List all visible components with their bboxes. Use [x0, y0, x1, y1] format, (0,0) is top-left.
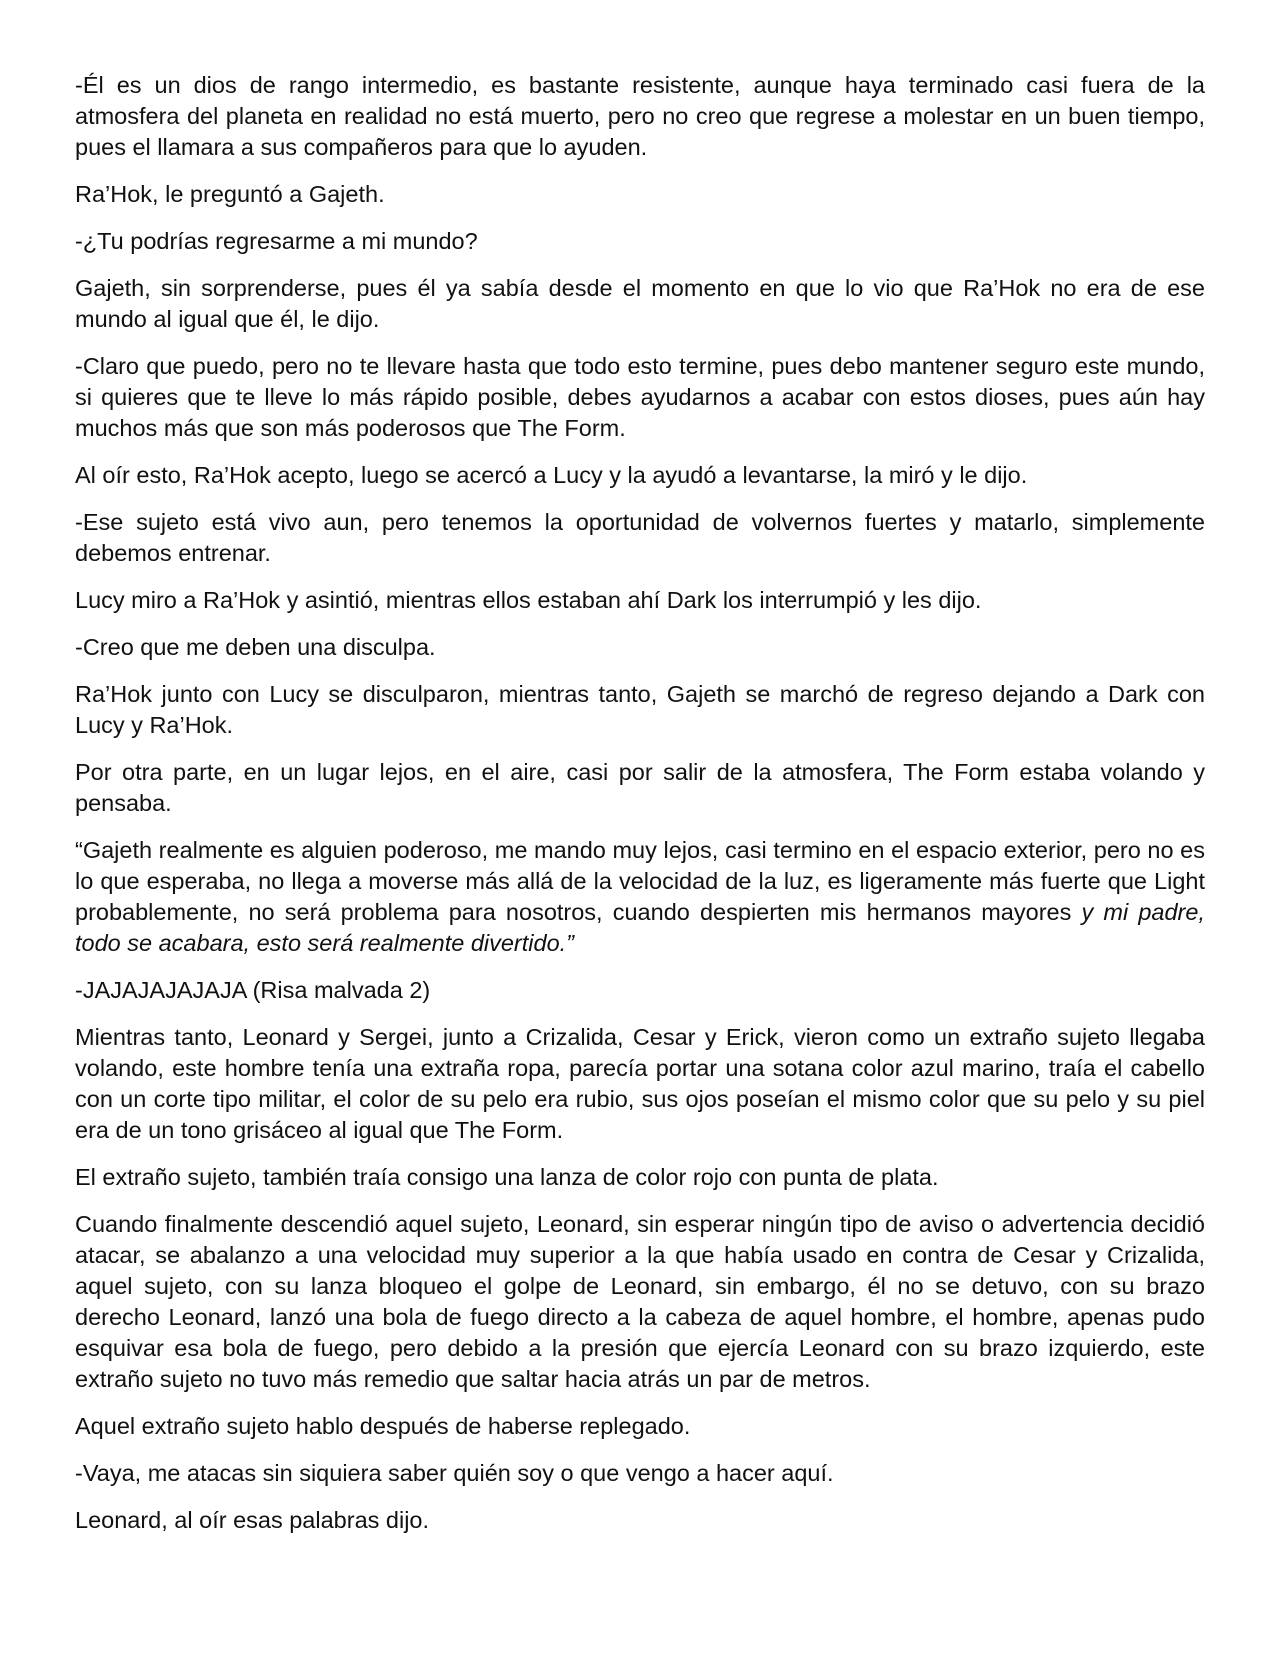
paragraph: Por otra parte, en un lugar lejos, en el aire, casi por salir de la atmosfera, The Form estaba volando y pensaba.: [75, 759, 1205, 816]
quote-italic-text: y mi padre, todo se acabara, esto será realmente divertido.”: [75, 899, 1205, 956]
paragraph: -Ese sujeto está vivo aun, pero tenemos la oportunidad de volvernos fuertes y matarlo, simplemente debemos entrenar.: [75, 509, 1205, 566]
paragraph: Al oír esto, Ra’Hok acepto, luego se acercó a Lucy y la ayudó a levantarse, la miró y le dijo.: [75, 462, 1028, 488]
document-page: [75, 70, 1205, 1552]
paragraph: Leonard, al oír esas palabras dijo.: [75, 1507, 430, 1533]
paragraph: -JAJAJAJAJAJA (Risa malvada 2): [75, 977, 431, 1003]
quote-paragraph: [75, 835, 1205, 959]
paragraph: Mientras tanto, Leonard y Sergei, junto a Crizalida, Cesar y Erick, vieron como un extraño sujeto llegaba volando, este hombre tenía una extraña ropa, parecía portar una sotana color azul marino, traía el cabello con un corte tipo militar, el color de su pelo era rubio, sus ojos poseían el mismo color que su pelo y su piel era de un tono grisáceo al igual que The Form.: [75, 1024, 1205, 1143]
paragraph: -¿Tu podrías regresarme a mi mundo?: [75, 228, 478, 254]
paragraph: -Creo que me deben una disculpa.: [75, 634, 436, 660]
paragraph: -Vaya, me atacas sin siquiera saber quién soy o que vengo a hacer aquí.: [75, 1460, 834, 1486]
paragraph: El extraño sujeto, también traía consigo una lanza de color rojo con punta de plata.: [75, 1164, 939, 1190]
paragraph: Aquel extraño sujeto hablo después de haberse replegado.: [75, 1413, 691, 1439]
paragraph: Cuando finalmente descendió aquel sujeto, Leonard, sin esperar ningún tipo de aviso o advertencia decidió atacar, se abalanzo a una velocidad muy superior a la que había usado en contra de Cesar y Crizalida, aquel sujeto, con su lanza bloqueo el golpe de Leonard, sin embargo, él no se detuvo, con su brazo derecho Leonard, lanzó una bola de fuego directo a la cabeza de aquel hombre, el hombre, apenas pudo esquivar esa bola de fuego, pero debido a la presión que ejercía Leonard con su brazo izquierdo, este extraño sujeto no tuvo más remedio que saltar hacia atrás un par de metros.: [75, 1211, 1205, 1392]
paragraph: -Claro que puedo, pero no te llevare hasta que todo esto termine, pues debo mantener seguro este mundo, si quieres que te lleve lo más rápido posible, debes ayudarnos a acabar con estos dioses, pues aún hay muchos más que son más poderosos que The Form.: [75, 353, 1205, 441]
paragraph: Ra’Hok, le preguntó a Gajeth.: [75, 181, 385, 207]
paragraph: Gajeth, sin sorprenderse, pues él ya sabía desde el momento en que lo vio que Ra’Hok no era de ese mundo al igual que él, le dijo.: [75, 275, 1205, 332]
quote-plain-text: “Gajeth realmente es alguien poderoso, me mando muy lejos, casi termino en el espacio exterior, pero no es lo que esperaba, no llega a moverse más allá de la velocidad de la luz, es ligeramente más fuerte que Light probablemente, no será problema para nosotros, cuando despierten mis hermanos mayores: [75, 837, 1205, 925]
paragraph: Ra’Hok junto con Lucy se disculparon, mientras tanto, Gajeth se marchó de regreso dejando a Dark con Lucy y Ra’Hok.: [75, 681, 1205, 738]
paragraph: -Él es un dios de rango intermedio, es bastante resistente, aunque haya terminado casi fuera de la atmosfera del planeta en realidad no está muerto, pero no creo que regrese a molestar en un buen tiempo, pues el llamara a sus compañeros para que lo ayuden.: [75, 72, 1205, 160]
paragraph: Lucy miro a Ra’Hok y asintió, mientras ellos estaban ahí Dark los interrumpió y les dijo.: [75, 587, 982, 613]
